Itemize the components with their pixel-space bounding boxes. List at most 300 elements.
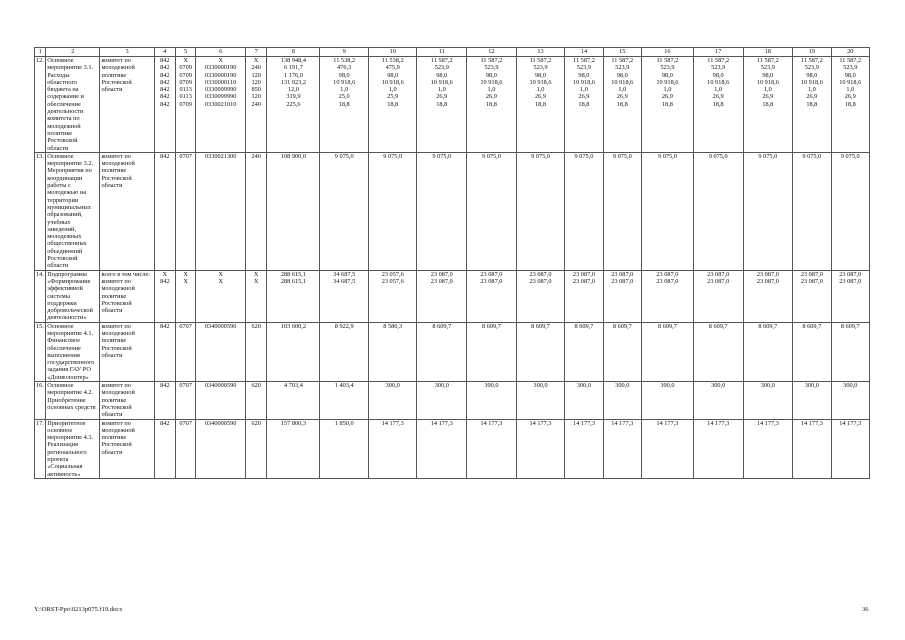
value-line: 6 191,7	[283, 64, 303, 72]
table-row	[35, 419, 870, 478]
value-line: 300,0	[760, 382, 775, 390]
value-line: 138 948,4	[280, 57, 307, 64]
value-line: 25,9	[387, 93, 399, 101]
value-line: 18,8	[616, 100, 628, 108]
value-cell	[176, 57, 196, 153]
value-cell	[417, 57, 467, 153]
value-line: 11 587,2	[756, 57, 779, 64]
value-cell	[793, 57, 831, 153]
value-cell	[245, 270, 266, 322]
value-line: 8 609,7	[574, 322, 594, 330]
value-line: 8 922,9	[334, 322, 354, 330]
header-cell: 14	[565, 48, 603, 57]
value-cell	[267, 382, 320, 419]
value-cell	[368, 152, 417, 270]
value-line: Х	[253, 277, 259, 285]
value-line: 842	[160, 100, 170, 108]
value-line: 0709	[179, 78, 192, 86]
value-line: Х	[183, 270, 188, 278]
value-cell	[793, 382, 831, 419]
table-row	[35, 322, 870, 381]
value-cell	[154, 382, 175, 419]
value-cell	[603, 152, 641, 270]
value-line: 23 087,0	[611, 277, 634, 285]
measure-name: Основное мероприятие 4.1. Финансовое обеспечение выполнения государственного задания ГАУ РО «Донволонтер»	[46, 322, 100, 381]
value-cell	[368, 322, 417, 381]
value-cell	[245, 152, 266, 270]
value-line: 0113	[179, 93, 192, 101]
value-cell	[176, 419, 196, 478]
value-cell	[793, 152, 831, 270]
value-cell	[417, 270, 467, 322]
value-cell	[467, 270, 517, 322]
value-line: 18,8	[661, 100, 673, 108]
value-line: 0340000590	[204, 382, 237, 390]
value-cell	[320, 270, 369, 322]
value-line: Х	[253, 57, 259, 64]
value-cell	[320, 419, 369, 478]
value-line: 14 177,3	[756, 419, 779, 427]
value-line: 10 918,6	[611, 78, 634, 86]
header-cell: 11	[417, 48, 467, 57]
value-line: 300,0	[804, 382, 819, 390]
value-line: 9 075,0	[708, 152, 728, 160]
value-line: 108 900,0	[280, 152, 307, 160]
value-cell	[793, 322, 831, 381]
value-line: 10 918,6	[707, 78, 730, 86]
value-line: 842	[160, 86, 170, 94]
value-line: 14 177,3	[611, 419, 634, 427]
value-line: 10 918,6	[572, 78, 595, 86]
table-row	[35, 270, 870, 322]
value-line: 0330099990	[204, 86, 237, 94]
value-line: 0330099990	[204, 93, 237, 101]
value-line: 26,9	[712, 93, 724, 101]
value-cell	[603, 270, 641, 322]
value-line: 98,0	[806, 71, 818, 79]
value-cell	[267, 322, 320, 381]
value-line: 23 087,0	[656, 277, 679, 285]
value-cell	[196, 57, 246, 153]
value-line: 98,0	[661, 71, 673, 79]
value-cell	[196, 382, 246, 419]
table-row	[35, 57, 870, 153]
value-line: 1,0	[487, 86, 496, 94]
value-line: 8 609,7	[840, 322, 860, 330]
value-line: 18,8	[534, 100, 547, 108]
value-line: Х	[218, 277, 223, 285]
value-line: 157 800,3	[280, 419, 307, 427]
value-cell	[693, 419, 743, 478]
table-row	[35, 382, 870, 419]
value-line: 23 057,6	[381, 277, 404, 285]
executor: всего в том числе: комитет по молодежной политике Ростовской области	[100, 270, 154, 322]
value-line: 14 177,3	[572, 419, 595, 427]
value-line: 10 918,6	[756, 78, 779, 86]
value-line: 23 087,0	[430, 270, 453, 278]
value-line: 11 587,2	[800, 57, 823, 64]
value-line: 523,9	[843, 64, 858, 72]
value-line: 523,9	[484, 64, 499, 72]
value-line: 98,0	[616, 71, 628, 79]
value-line: 23 087,0	[611, 270, 634, 278]
value-line: 18,8	[436, 100, 448, 108]
value-cell	[245, 57, 266, 153]
value-line: 240	[251, 100, 261, 108]
value-line: 0330000190	[204, 64, 237, 72]
value-cell	[176, 322, 196, 381]
value-line: 25,0	[338, 93, 350, 101]
value-cell	[417, 152, 467, 270]
value-line: 8 580,3	[383, 322, 403, 330]
value-cell	[467, 322, 517, 381]
value-line: 0330021300	[204, 152, 237, 160]
value-cell	[641, 322, 693, 381]
value-cell	[417, 322, 467, 381]
value-line: 842	[160, 382, 170, 390]
value-line: Х	[162, 270, 168, 278]
value-cell	[267, 419, 320, 478]
value-line: 288 615,1	[280, 270, 307, 278]
value-cell	[831, 270, 869, 322]
value-line: 23 087,0	[756, 277, 779, 285]
value-line: 18,8	[844, 100, 856, 108]
value-line: 9 075,0	[481, 152, 501, 160]
value-line: 14 177,3	[707, 419, 730, 427]
value-line: 842	[160, 152, 170, 160]
value-line: 23 087,0	[756, 270, 779, 278]
value-line: 26,9	[485, 93, 497, 101]
value-cell	[516, 382, 565, 419]
value-line: 0709	[179, 71, 192, 79]
value-line: 26,9	[844, 93, 856, 101]
row-number: 14.	[35, 270, 46, 322]
value-line: 1,0	[807, 86, 816, 94]
value-cell	[176, 152, 196, 270]
header-cell: 10	[368, 48, 417, 57]
header-cell: 8	[267, 48, 320, 57]
value-line: 523,9	[804, 64, 819, 72]
value-line: 300,0	[576, 382, 592, 390]
value-cell	[516, 270, 565, 322]
value-line: 23 087,0	[839, 277, 862, 285]
value-cell	[516, 419, 565, 478]
value-line: 26,9	[436, 93, 448, 101]
value-line: 98,0	[844, 71, 856, 79]
footer-file-path: Y:\ORST-Ppo\0213p075.f19.docx	[34, 606, 123, 613]
value-line: 300,0	[385, 382, 400, 390]
value-line: 850	[251, 86, 261, 94]
value-line: 0707	[179, 419, 192, 427]
value-line: 300,0	[434, 382, 449, 390]
value-cell	[641, 382, 693, 419]
value-line: 11 587,2	[611, 57, 634, 64]
value-line: Х	[253, 270, 259, 278]
value-cell	[196, 152, 246, 270]
value-cell	[417, 419, 467, 478]
value-line: 842	[160, 64, 170, 72]
value-line: 1 403,4	[334, 382, 354, 390]
value-cell	[565, 419, 603, 478]
value-cell	[467, 152, 517, 270]
header-cell: 16	[641, 48, 693, 57]
value-line: 8 609,7	[531, 322, 550, 330]
value-line: 14 177,3	[839, 419, 862, 427]
value-line: 475,9	[385, 64, 400, 72]
value-line: 523,9	[711, 64, 726, 72]
executor: комитет по молодежной политике Ростовской области	[100, 57, 154, 153]
value-cell	[467, 419, 517, 478]
value-cell	[831, 57, 869, 153]
table-row	[35, 152, 870, 270]
value-line: 11 538,2	[381, 57, 404, 64]
value-line: 1,0	[618, 86, 627, 94]
value-line: 23 087,0	[800, 277, 823, 285]
value-line: 1,0	[846, 86, 855, 94]
value-line: 10 918,6	[333, 78, 356, 86]
value-line: 98,0	[338, 71, 350, 79]
value-line: 23 087,0	[839, 270, 862, 278]
value-line: 98,0	[534, 71, 547, 79]
value-cell	[693, 322, 743, 381]
value-cell	[154, 270, 175, 322]
header-cell: 3	[100, 48, 154, 57]
row-number: 15.	[35, 322, 46, 381]
executor: комитет по молодежной политике Ростовской области	[100, 322, 154, 381]
header-cell: 15	[603, 48, 641, 57]
value-line: 23 087,0	[707, 277, 730, 285]
value-line: 0709	[179, 100, 192, 108]
value-line: 476,3	[337, 64, 352, 72]
value-line: 11 587,2	[430, 57, 453, 64]
value-line: 842	[160, 419, 170, 427]
value-line: 1,0	[536, 86, 545, 94]
value-line: 11 587,2	[480, 57, 503, 64]
footer-page-number: 36	[862, 606, 869, 613]
value-cell	[641, 270, 693, 322]
value-line: Х	[218, 270, 223, 278]
value-line: 10 918,6	[430, 78, 453, 86]
value-line: 620	[251, 322, 261, 330]
value-line: 10 918,6	[800, 78, 823, 86]
value-cell	[320, 57, 369, 153]
value-line: 18,8	[387, 100, 399, 108]
value-line: 842	[160, 93, 170, 101]
value-line: 842	[160, 78, 170, 86]
value-line: 300,0	[484, 382, 499, 390]
value-cell	[154, 57, 175, 153]
value-line: 0340000590	[204, 419, 237, 427]
value-cell	[793, 419, 831, 478]
value-line: 288 615,1	[280, 277, 307, 285]
value-line: 26,9	[806, 93, 818, 101]
value-line: 0330021010	[204, 100, 237, 108]
value-line: 523,9	[660, 64, 675, 72]
value-line: 14 177,3	[800, 419, 823, 427]
value-line: 523,9	[576, 64, 592, 72]
value-line: 4 703,4	[283, 382, 303, 390]
value-line: 9 075,0	[574, 152, 594, 160]
value-cell	[196, 322, 246, 381]
value-line: 12,0	[287, 86, 299, 94]
value-line: 620	[251, 382, 261, 390]
value-line: 10 918,6	[839, 78, 862, 86]
value-line: 1,0	[663, 86, 672, 94]
value-line: 14 177,3	[480, 419, 503, 427]
value-line: 26,9	[534, 93, 547, 101]
value-line: 23 087,0	[480, 270, 503, 278]
value-line: 11 587,2	[573, 57, 595, 64]
value-cell	[693, 270, 743, 322]
value-line: 9 075,0	[657, 152, 677, 160]
value-cell	[196, 419, 246, 478]
value-line: 34 687,5	[333, 270, 356, 278]
value-line: Х	[183, 277, 188, 285]
value-cell	[516, 152, 565, 270]
value-line: 98,0	[762, 71, 774, 79]
value-line: 240	[251, 152, 261, 160]
value-line: 98,0	[485, 71, 497, 79]
header-cell: 5	[176, 48, 196, 57]
value-cell	[154, 152, 175, 270]
value-line: Х	[218, 57, 223, 64]
header-cell: 9	[320, 48, 369, 57]
value-line: 10 918,6	[381, 78, 404, 86]
value-cell	[245, 419, 266, 478]
value-line: 98,0	[712, 71, 724, 79]
value-line: 26,9	[616, 93, 628, 101]
value-line: 523,9	[434, 64, 449, 72]
value-cell	[368, 382, 417, 419]
budget-table	[34, 47, 870, 479]
measure-name: Основное мероприятие 3.1. Расходы областного бюджета на содержание и обеспечение деятельности комитета по молодежной политике Ростовской области	[46, 57, 100, 153]
value-cell	[743, 322, 793, 381]
value-line: 300,0	[660, 382, 675, 390]
value-line: 1,0	[763, 86, 772, 94]
value-cell	[693, 382, 743, 419]
value-line: 14 177,3	[381, 419, 404, 427]
row-number: 12.	[35, 57, 46, 153]
value-cell	[245, 322, 266, 381]
value-line: 98,0	[387, 71, 399, 79]
value-cell	[743, 57, 793, 153]
value-cell	[417, 382, 467, 419]
value-line: Х	[183, 57, 188, 64]
value-cell	[793, 270, 831, 322]
value-line: 842	[160, 71, 170, 79]
header-cell: 7	[245, 48, 266, 57]
value-cell	[516, 57, 565, 153]
value-cell	[743, 152, 793, 270]
value-line: 23 087,0	[529, 277, 552, 285]
value-line: 11 587,2	[707, 57, 730, 64]
value-line: 120	[251, 71, 261, 79]
value-line: 300,0	[711, 382, 726, 390]
value-line: 23 057,6	[381, 270, 404, 278]
value-cell	[831, 322, 869, 381]
value-cell	[368, 270, 417, 322]
value-cell	[154, 322, 175, 381]
value-line: 1,0	[388, 86, 397, 94]
value-cell	[565, 57, 603, 153]
value-line: 300,0	[843, 382, 858, 390]
value-line: 842	[160, 322, 170, 330]
value-line: 10 918,6	[656, 78, 679, 86]
value-cell	[565, 382, 603, 419]
value-line: 1,0	[437, 86, 446, 94]
value-line: 26,9	[762, 93, 774, 101]
value-cell	[267, 57, 320, 153]
value-line: 8 609,7	[432, 322, 452, 330]
value-cell	[565, 152, 603, 270]
measure-name: Основное мероприятие 3.2. Мероприятия по координации работы с молодежью на территории муниципальных образований, учебных заведений, молодежных общественных объединений Ростовской области	[46, 152, 100, 270]
value-line: 523,9	[615, 64, 630, 72]
value-cell	[831, 152, 869, 270]
value-line: 319,9	[286, 93, 301, 101]
value-line: 0707	[179, 322, 192, 330]
value-cell	[641, 57, 693, 153]
header-cell: 20	[831, 48, 869, 57]
measure-name: Основное мероприятие 4.2. Приобретение основных средств	[46, 382, 100, 419]
value-line: 240	[251, 64, 261, 72]
measure-name: Подпрограмма «Формирование эффективной системы поддержки добровольческой деятельности»	[46, 270, 100, 322]
header-cell: 13	[516, 48, 565, 57]
value-cell	[641, 419, 693, 478]
value-line: 23 087,0	[572, 270, 595, 278]
value-line: 18,8	[762, 100, 774, 108]
value-line: 0340000590	[204, 322, 237, 330]
value-line: 26,9	[578, 93, 590, 101]
measure-name: Приоритетное основное мероприятие 4.3. Реализация регионального проекта «Социальная активность»	[46, 419, 100, 478]
value-line: 18,8	[578, 100, 590, 108]
value-line: 9 075,0	[334, 152, 354, 160]
value-cell	[467, 382, 517, 419]
value-line: 120	[251, 93, 261, 101]
value-cell	[320, 152, 369, 270]
value-line: 103 600,2	[280, 322, 307, 330]
value-line: 14 177,3	[529, 419, 552, 427]
value-line: 9 075,0	[432, 152, 452, 160]
value-line: 9 075,0	[802, 152, 822, 160]
value-line: 523,9	[760, 64, 775, 72]
value-cell	[176, 382, 196, 419]
value-cell	[641, 152, 693, 270]
value-line: 842	[160, 277, 170, 285]
value-line: 1 850,0	[334, 419, 354, 427]
header-cell: 6	[196, 48, 246, 57]
value-line: 23 087,0	[800, 270, 823, 278]
value-line: 300,0	[533, 382, 548, 390]
value-cell	[743, 382, 793, 419]
value-line: 9 075,0	[612, 152, 632, 160]
value-line: 0707	[179, 382, 192, 390]
header-cell: 1	[35, 48, 46, 57]
value-line: 18,8	[806, 100, 818, 108]
value-line: 23 087,0	[480, 277, 503, 285]
value-line: 0330000190	[204, 71, 237, 79]
value-line: 23 087,0	[656, 270, 679, 278]
row-number: 17.	[35, 419, 46, 478]
value-line: 120	[251, 78, 261, 86]
value-line: 0113	[179, 86, 192, 94]
value-cell	[603, 382, 641, 419]
value-line: 8 609,7	[802, 322, 822, 330]
value-cell	[467, 57, 517, 153]
executor: комитет по молодежной политике Ростовской области	[100, 382, 154, 419]
value-line: 1,0	[580, 86, 588, 94]
value-cell	[743, 419, 793, 478]
value-line: 8 609,7	[708, 322, 728, 330]
